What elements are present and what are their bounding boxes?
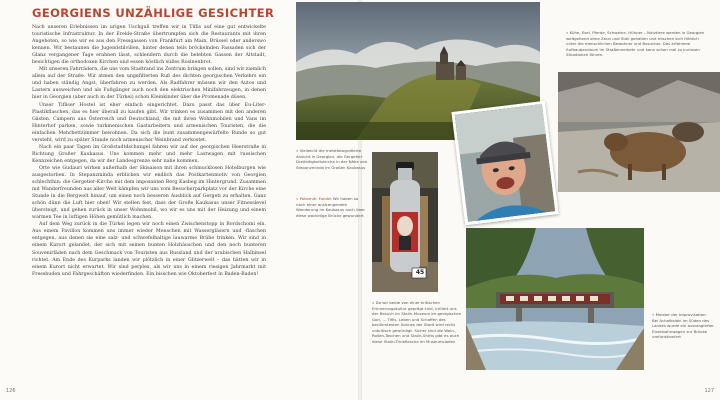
body-text <box>32 24 266 278</box>
caption-animals: « Kühe, Esel, Pferde, Schweine, Hühner – Nutztiere werden in Georgien weitgehend ohne Zaun und Stall gehalten und mischen sich fröhlich unter die menschlichen Bewohner und Besucher. Das erfahrene Aufbaubandaum im Straßenverkehr und kann schon mal zu kuriosen Situationen führen. <box>566 30 705 57</box>
caption-bridge: « Meister der Improvisation: Bei Achalkalaki im Süden des Landes wurde ein ausrangierter Eisenbahnwagen zur Brücke umfunktioniert <box>652 312 714 339</box>
stalin-bottle-photo <box>372 152 438 292</box>
goats-photo <box>558 72 720 192</box>
caption-bottle <box>296 196 368 218</box>
paragraph: Nach unseren Erlebnissen im urigen Uschguli treffen wir in Tiflis auf eine gut entwickelte touristische Infrastruktur. In der Erekle-Straße übertrumpfen sich die Restaurants mit ihren Angeboten, so wie wir es aus den Fressgassen von Frankfurt am Main, Brüssel oder anderswo kennen. Wir bestaunen die Jugendstilvillen, hinter denen teils bröckelnden Fassaden sich der Glanz vergangener Tage erahnen lässt, schlendern durch die belebten Gassen der Altstadt, besichtigen die orthodoxen Kirchen und essen köstlich süßes Rosinenbrot. <box>32 25 266 66</box>
caption-bottle-text: Wir haben so nach einer anstrengenden Wanderung im Kaukasus auch über diese wackelige Brücke gewundert <box>296 196 365 218</box>
paragraph: Mit unseren Fahrrädern, die uns vom Stadtrand ins Zentrum bringen sollen, sind wir ziemlich allein auf der Straße. Wir atmen den ungefilterten Ruß des dichten georgischen Verkehrs ein und haben ständig Angst, überfahren zu werden. Als Radfahrer müssen wir den Autos und Lastern ausweichen und als Fußgänger auch noch den elektrischen Minifahrzeugen, in denen hier in Georgien (aber auch in der Türkei) schon Kleinkinder über die Promenade düsen. <box>32 67 266 101</box>
price-tag: 45 <box>415 269 425 276</box>
selfie-photo <box>451 101 558 226</box>
caption-bottle-label: « Pokornik: Fondel <box>296 196 332 201</box>
railway-bridge-photo <box>466 228 644 370</box>
paragraph: Unser Tifliser Hostel ist eher einfach eingerichtet. Dazu passt das über Eu-Liter-Plastikflaschen, das es hier überall zu kaufen gibt. Wir trinken es zusammen mit den anderen Gästen. Campern aus Österreich und Deutschland, die mit ihren Wohnmobilen und Vans im Hinterhof parken, sowie turkmenischen Gastarbeitern und armenischen Touristen, die die einfachen Mehrbettzimmer bewohnen. Da sich die bunt zusammengewürfelte Runde so gut versteht, wird zu später Stunde noch armenischer Weinbrand verkostet. <box>32 102 266 143</box>
caption-church: « Vielleicht die meistfotografierte Ansicht in Georgien, die Gergetier Dreifaltigkeitskirche in der Nähe von Stepanzminda im Großen Kaukasus <box>296 148 368 170</box>
caption-stalin: « Da wir beide von einer kritischen Erinnerungskultur geprägt sind, irritiert uns der Besuch im Stalin-Museum im georgischen Gori, ... Tiflis. Leben und Schaffen des berühmtesten Sohnes der Stadt wird recht unkritisch gewürdigt. Sicher sind die Wein-, Rollen-Taschen und Stalin-Shirts gibt es auch diese Stalin-Trinkflasche im Museumsladen <box>372 300 462 344</box>
page-number-right: 127 <box>704 388 714 394</box>
page-number-left: 126 <box>6 388 16 394</box>
paragraph: Nach ein paar Tagen im Großstadtdschungel fahren wir auf der georgischen Heerstraße in Richtung Großer Kaukasus. Uns kommen mehr und mehr Lastwagen mit russischen Kennzeichen entgegen, da wir der Landesgrenze sehr nahe kommen. <box>32 144 266 164</box>
paragraph: Auf dem Weg zurück in die Türkei legen wir noch einen Zwischenstopp in Bordschomi ein. Aus einem Pavillon kommen uns immer wieder Menschen mit Wassergläsern und -flaschen entgegen, aus denen sie eine salz- und schwefelhaltige lauwarme Brühe trinken. Wir sind in einem Kurort gelandet, der sich mit seinen bunten Holzhäuschen und den noch bunteren Souvenirläden nach dem Geschmack von Touristen aus Russland und der arabischen Halbinsel richtet. Am Ende des Kurparks landen wir plötzlich in einer Glitzerwelt – das hätten wir in einem Kurort nicht erwartet. Wir sind perplex, als wir uns in einem riesigen Jahrmarkt mit Fressbuden und Fahrgeschäften wiederfinden. Ein bisschen wie Oktoberfest in Baden-Baden! <box>32 222 266 277</box>
chapter-title: GEORGIENS UNZÄHLIGE GESICHTER <box>32 6 275 20</box>
paragraph: Orte wie Gudauri wirken außerhalb der Skisaison mit ihren schmucklosen Hotelburgen wie ausgestorben. In Stepanzminda erblicken wir endlich das Postkartenmotiv von Georgien schlechthin: die Gergetier-Kirche mit dem imposanten Berg Kasbeg im Hintergrund. Zusammen mit Wanderfreunden aus aller Welt kämpfen wir uns vom Besucherparkplatz vor der Kirche eine Stunde in die Bergwelt hinauf, um einen noch besseren Ausblick auf Gergeti zu erhalten. Ganz schön dünn die Luft hier oben! Wir stellen fest, dass der Große Kaukasus unser Fitnesslevel übersteigt, und gehen zurück in unser Wohnmobil, wo wir es uns mit der Heizung und einem warmen Tee in luftigen Höhen gemütlich machen. <box>32 165 266 221</box>
